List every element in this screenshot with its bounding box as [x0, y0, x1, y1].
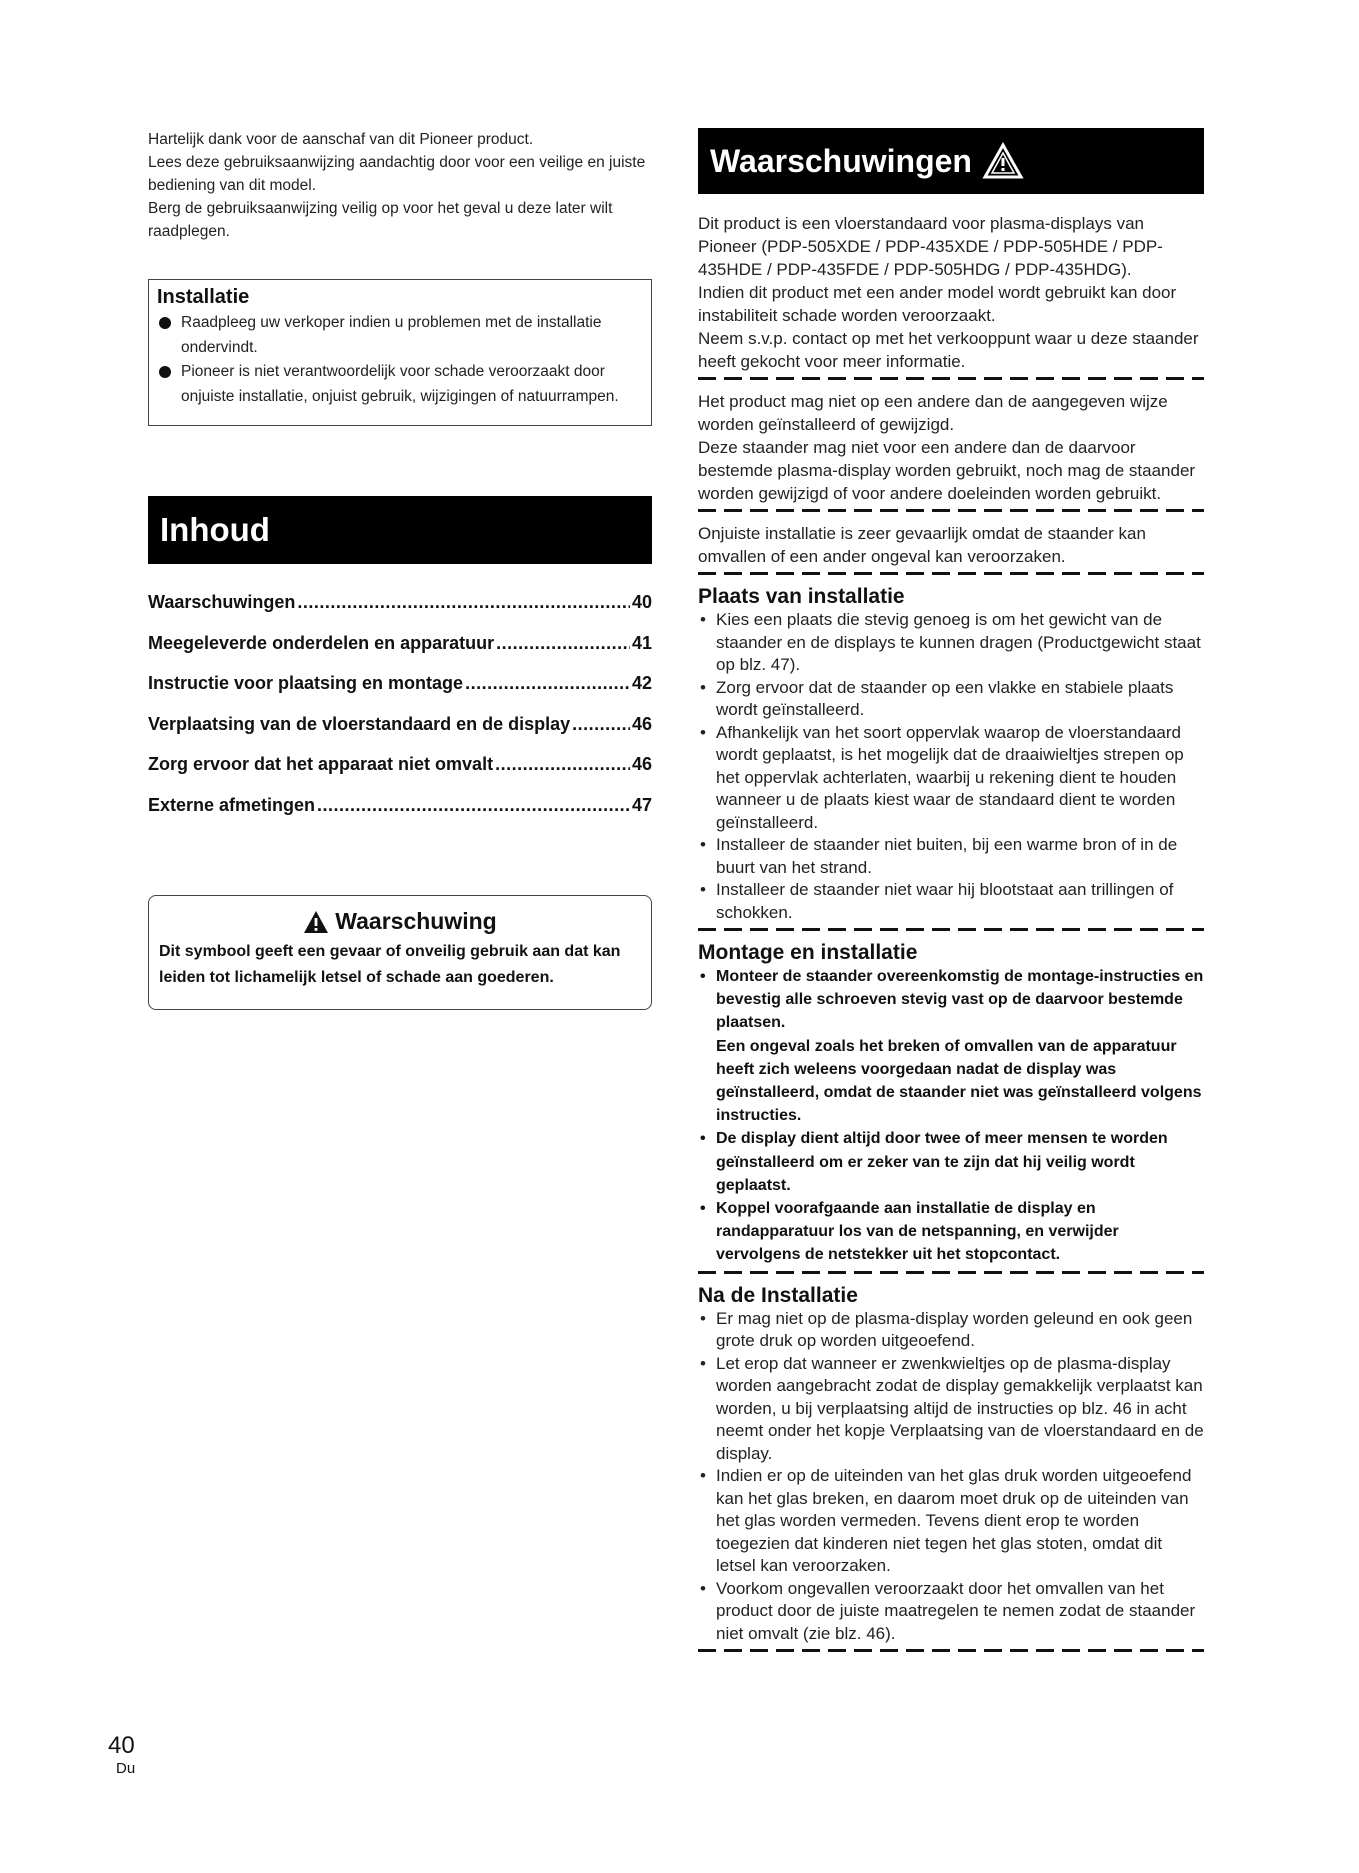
installatie-title: Installatie	[157, 286, 250, 308]
toc-entry[interactable]: Waarschuwingen ..... 40	[148, 592, 652, 633]
list-item: • Installeer de staander niet waar hij blootstaat aan trillingen of schokken.	[698, 879, 1204, 924]
list-item: Raadpleeg uw verkoper indien u problemen met de installatie ondervindt.	[157, 311, 643, 360]
list-item: • De display dient altijd door twee of meer mensen te worden geïnstalleerd om er zeker van te zijn dat hij veilig wordt geplaatst.	[698, 1127, 1204, 1197]
list-item: • Installeer de staander niet buiten, bij een warme bron of in de buurt van het strand.	[698, 834, 1204, 879]
warning-triangle-icon	[303, 910, 329, 934]
montage-list	[698, 965, 1204, 1267]
dashed-divider	[698, 509, 1204, 512]
warning-text: Dit symbool geeft een gevaar of onveilig gebruik aan dat kan leiden tot lichamelijk letsel of schade aan goederen.	[159, 943, 621, 986]
inhoud-heading: Inhoud	[148, 496, 652, 564]
toc-entry[interactable]: Meegeleverde onderdelen en apparatuur ..... 41	[148, 633, 652, 674]
dashed-divider	[698, 377, 1204, 380]
paragraph: Dit product is een vloerstandaard voor plasma-displays van Pioneer (PDP-505XDE / PDP-435XDE / PDP-505HDE / PDP-435HDE / PDP-435FDE / PDP-505HDG / PDP-435HDG).	[698, 214, 1163, 279]
list-item: • Kies een plaats die stevig genoeg is om het gewicht van de staander en de displays te kunnen dragen (Productgewicht staat op blz. 47).	[698, 609, 1204, 677]
page-number: 40	[108, 1732, 135, 1759]
intro-line: Lees deze gebruiksaanwijzing aandachtig door voor een veilige en juiste bediening van dit model.	[148, 154, 646, 194]
list-item: • Voorkom ongevallen veroorzaakt door het omvallen van het product door de juiste maatregelen te nemen zodat de staander niet omvalt (zie blz. 46).	[698, 1578, 1204, 1646]
list-item: • Koppel voorafgaande aan installatie de display en randapparatuur los van de netspanning, en verwijder vervolgens de netstekker uit het stopcontact.	[698, 1197, 1204, 1267]
paragraph: Indien dit product met een ander model wordt gebruikt kan door instabiliteit schade worden veroorzaakt.	[698, 283, 1177, 325]
table-of-contents	[148, 592, 652, 835]
installatie-box	[148, 279, 652, 426]
list-item: • Let erop dat wanneer er zwenkwieltjes op de plasma-display worden aangebracht zodat de display gemakkelijk verplaatst kan worden, u bij verplaatsing altijd de instructies op blz. 46 in acht neemt onder het kopje Verplaatsing van de vloerstandaard en de display.	[698, 1353, 1204, 1466]
na-installatie-heading: Na de Installatie	[698, 1283, 858, 1307]
toc-entry[interactable]: Verplaatsing van de vloerstandaard en de display ..... 46	[148, 714, 652, 755]
intro-line: Hartelijk dank voor de aanschaf van dit Pioneer product.	[148, 131, 534, 148]
toc-entry[interactable]: Externe afmetingen ..... 47	[148, 795, 652, 836]
waarschuwingen-heading: Waarschuwingen	[698, 128, 1204, 194]
paragraph: Onjuiste installatie is zeer gevaarlijk omdat de staander kan omvallen of een ander ongeval kan veroorzaken.	[698, 524, 1146, 566]
bullet-icon	[159, 366, 171, 378]
paragraph: Neem s.v.p. contact op met het verkooppunt waar u deze staander heeft gekocht voor meer informatie.	[698, 329, 1199, 371]
plaats-list	[698, 609, 1204, 924]
dashed-divider	[698, 1649, 1204, 1652]
warning-triangle-outline-icon	[982, 142, 1024, 180]
warning-notice-box	[148, 895, 652, 1010]
intro-line: Berg de gebruiksaanwijzing veilig op voor het geval u deze later wilt raadplegen.	[148, 200, 613, 240]
paragraph: Het product mag niet op een andere dan de aangegeven wijze worden geïnstalleerd of gewijzigd.	[698, 392, 1168, 434]
intro-block	[698, 212, 1204, 373]
montage-heading: Montage en installatie	[698, 941, 918, 964]
warning-title: Waarschuwing	[335, 908, 497, 934]
toc-entry[interactable]: Instructie voor plaatsing en montage ..... 42	[148, 673, 652, 714]
left-column	[148, 128, 652, 1010]
paragraph: Deze staander mag niet voor een andere dan de daarvoor bestemde plasma-display worden gebruikt, noch mag de staander worden gewijzigd of voor andere doeleinden worden gebruikt.	[698, 438, 1196, 503]
list-item: Pioneer is niet verantwoordelijk voor schade veroorzaakt door onjuiste installatie, onjuist gebruik, wijzigingen of natuurrampen.	[157, 360, 643, 409]
page-language: Du	[116, 1760, 136, 1777]
intro-text	[148, 128, 652, 243]
plaats-heading: Plaats van installatie	[698, 585, 905, 608]
list-item: • Indien er op de uiteinden van het glas druk worden uitgeoefend kan het glas breken, en daarom moet druk op de uiteinden van het glas worden vermeden. Tevens dient erop te worden toegezien dat kinderen niet tegen het glas stoten, omdat dit letsel kan veroorzaken.	[698, 1465, 1204, 1578]
toc-entry[interactable]: Zorg ervoor dat het apparaat niet omvalt ..... 46	[148, 754, 652, 795]
list-item: • Zorg ervoor dat de staander op een vlakke en stabiele plaats wordt geïnstalleerd.	[698, 677, 1204, 722]
list-item: • Afhankelijk van het soort oppervlak waarop de vloerstandaard wordt geplaatst, is het mogelijk dat de draaiwieltjes strepen op het oppervlak achterlaten, waarbij u rekening dient te houden wanneer u de plaats kiest waar de standaard dient te worden geïnstalleerd.	[698, 722, 1204, 835]
bullet-icon	[159, 317, 171, 329]
right-column	[698, 128, 1204, 1662]
dashed-divider	[698, 1271, 1204, 1274]
dashed-divider	[698, 572, 1204, 575]
list-item: • Er mag niet op de plasma-display worden geleund en ook geen grote druk op worden uitgeoefend.	[698, 1308, 1204, 1353]
na-installatie-list	[698, 1308, 1204, 1646]
dashed-divider	[698, 928, 1204, 931]
list-item: • Monteer de staander overeenkomstig de montage-instructies en bevestig alle schroeven stevig vast op de daarvoor bestemde plaatsen. Een ongeval zoals het breken of omvallen van de apparatuur heeft zich weleens voorgedaan nadat de display was geïnstalleerd, omdat de staander niet was geïnstalleerd volgens instructies.	[698, 965, 1204, 1127]
